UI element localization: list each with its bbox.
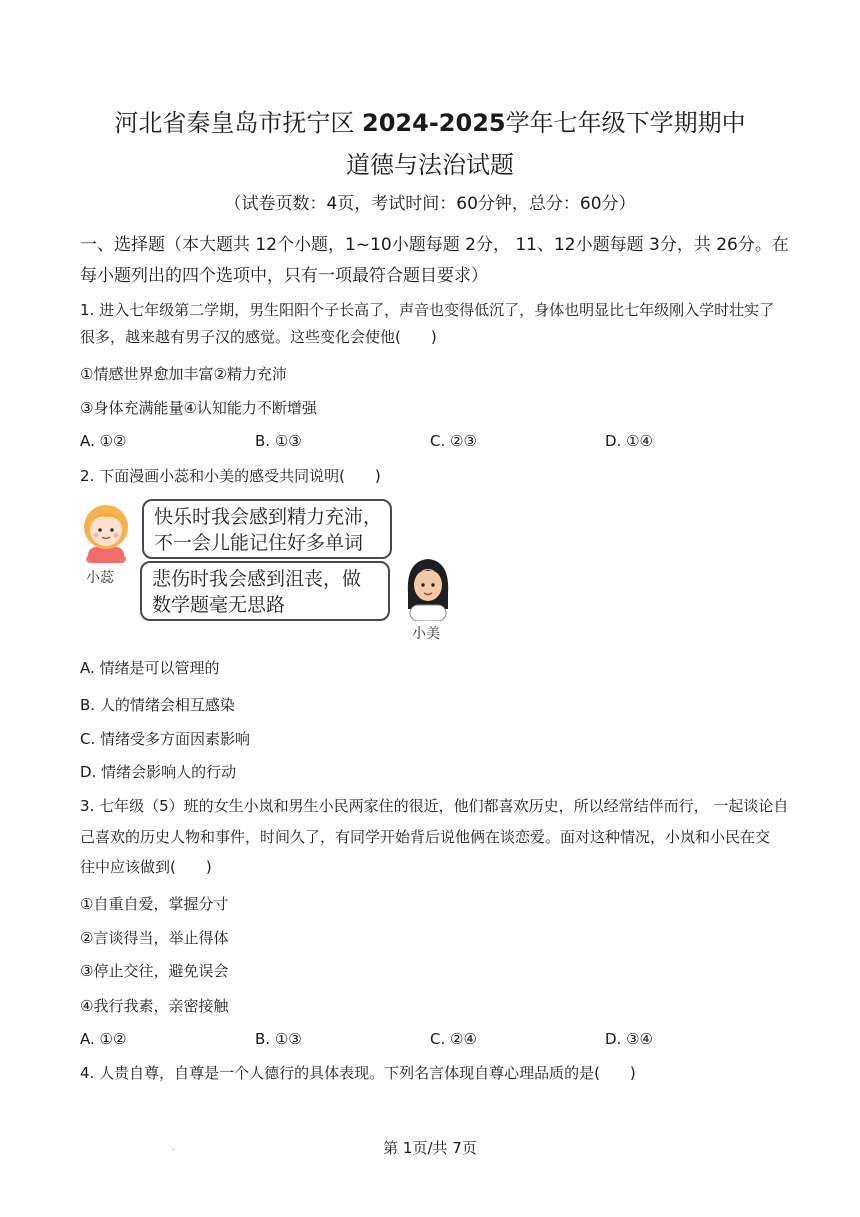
q1-item: ①情感世界愈加丰富②精力充沛	[80, 365, 287, 383]
speech-bubble	[142, 499, 392, 559]
character-name: 小蕊	[86, 570, 114, 586]
question-3: 3. 七年级（5）班的女生小岚和男生小民两家住的很近，他们都喜欢历史，所以经常结伴而行， 一起谈论自	[80, 797, 789, 815]
girl-avatar-icon	[400, 553, 456, 621]
section-heading-cont: 每小题列出的四个选项中，只有一项最符合题目要求）	[80, 266, 488, 286]
q2-option-d: D. 情绪会影响人的行动	[80, 763, 237, 781]
question-3-cont: 己喜欢的历史人物和事件，时间久了，有同学开始背后说他俩在谈恋爱。面对这种情况，小岚和小民在交	[80, 828, 771, 846]
q3-option-c: C. ②④	[430, 1030, 477, 1048]
q3-option-b: B. ①③	[255, 1030, 302, 1048]
question-2: 2. 下面漫画小蕊和小美的感受共同说明( )	[80, 467, 381, 485]
bubble-text: 悲伤时我会感到沮丧，做	[152, 568, 362, 590]
q2-option-c: C. 情绪受多方面因素影响	[80, 730, 251, 748]
footer-dot: .	[172, 1143, 175, 1152]
character-name: 小美	[412, 626, 440, 642]
question-3-cont: 往中应该做到( )	[80, 858, 212, 876]
q3-option-d: D. ③④	[605, 1030, 653, 1048]
bubble-text: 不一会儿能记住好多单词	[154, 532, 364, 554]
title-year: 2024-2025	[362, 109, 506, 137]
speech-bubble	[140, 561, 390, 621]
girl-avatar-icon	[78, 497, 134, 563]
bubble-text: 数学题毫无思路	[152, 594, 286, 616]
q3-item: ①自重自爱，掌握分寸	[80, 895, 229, 913]
title-part: 学年七年级下学期期中	[505, 109, 746, 137]
page-number: 第 1页/共 7页	[383, 1139, 477, 1157]
question-4: 4. 人贵自尊，自尊是一个人德行的具体表现。下列名言体现自尊心理品质的是( )	[80, 1064, 636, 1082]
document-subtitle: 道德与法治试题	[346, 151, 514, 179]
q1-item: ③身体充满能量④认知能力不断增强	[80, 399, 317, 417]
exam-info: （试卷页数：4页，考试时间：60分钟，总分：60分）	[224, 194, 636, 214]
question-1: 1. 进入七年级第二学期，男生阳阳个子长高了，声音也变得低沉了，身体也明显比七年级刚入学时壮实了	[80, 301, 775, 319]
bubble-text: 快乐时我会感到精力充沛，	[154, 506, 383, 528]
q1-option-b: B. ①③	[255, 432, 302, 450]
q1-option-d: D. ①④	[605, 432, 653, 450]
document-title	[0, 108, 860, 138]
q2-option-a: A. 情绪是可以管理的	[80, 659, 220, 677]
q3-item: ④我行我素，亲密接触	[80, 997, 229, 1015]
q3-item: ③停止交往，避免误会	[80, 962, 229, 980]
section-heading: 一、选择题（本大题共 12个小题，1~10小题每题 2分， 11、12小题每题 3分，共 26分。在	[80, 235, 789, 255]
title-part: 河北省秦皇岛市抚宁区	[114, 109, 363, 137]
q1-option-a: A. ①②	[80, 432, 127, 450]
q3-option-a: A. ①②	[80, 1030, 127, 1048]
q1-option-c: C. ②③	[430, 432, 477, 450]
question-1-cont: 很多，越来越有男子汉的感觉。这些变化会使他( )	[80, 328, 437, 346]
comic-image	[78, 497, 458, 647]
q2-option-b: B. 人的情绪会相互感染	[80, 696, 235, 714]
q3-item: ②言谈得当，举止得体	[80, 929, 229, 947]
